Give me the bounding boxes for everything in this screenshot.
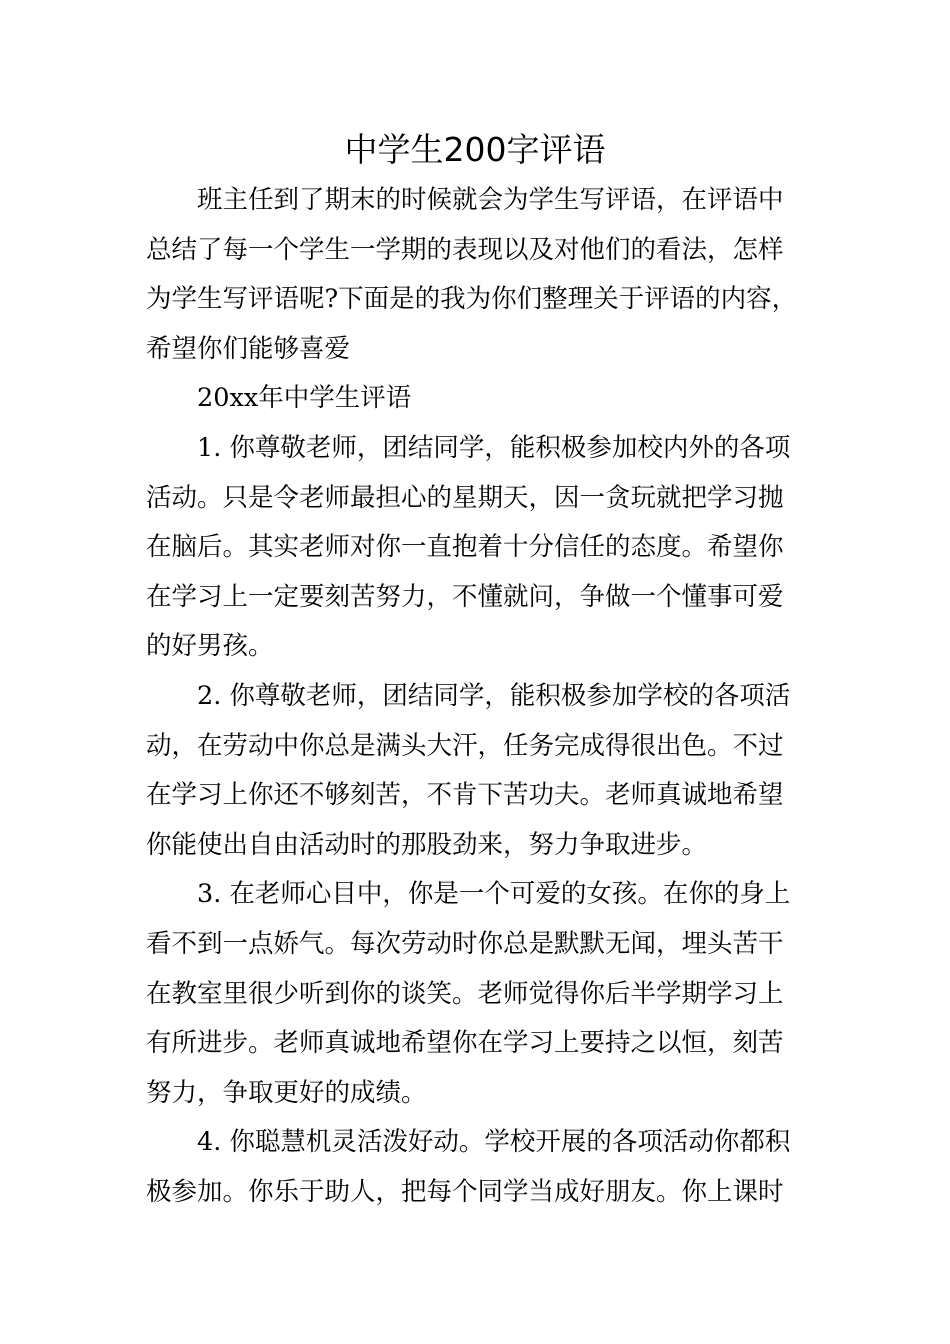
document-title: 中学生200字评语 — [344, 130, 606, 169]
intro-paragraph: 班主任到了期末的时候就会为学生写评语，在评语中 总结了每一个学生一学期的表现以及对他们的看法，怎样 为学生写评语呢?下面是的我为你们整理关于评语的内容， 希望你们能够喜爱 — [146, 185, 798, 364]
comment-paragraph-1: 1. 你尊敬老师，团结同学，能积极参加校内外的各项 活动。只是令老师最担心的星期天，因一贪玩就把学习抛 在脑后。其实老师对你一直抱着十分信任的态度。希望你 在学习上一定要刻苦努力，不懂就问，争做一个懂事可爱 的好男孩。 — [146, 432, 791, 662]
section-heading: 20xx年中学生评语 — [197, 383, 412, 414]
comment-paragraph-4: 4. 你聪慧机灵活泼好动。学校开展的各项活动你都积 极参加。你乐于助人，把每个同学当成好朋友。你上课时 — [146, 1127, 791, 1207]
comment-paragraph-3: 3. 在老师心目中，你是一个可爱的女孩。在你的身上 看不到一点娇气。每次劳动时你总是默默无闻，埋头苦干 在教室里很少听到你的谈笑。老师觉得你后半学期学习上 有所进步。老师真诚地希望你在学习上要持之以恒，刻苦 努力，争取更好的成绩。 — [146, 879, 791, 1108]
comment-paragraph-2: 2. 你尊敬老师，团结同学，能积极参加学校的各项活 动，在劳动中你总是满头大汗，任务完成得很出色。不过 在学习上你还不够刻苦，不肯下苦功夫。老师真诚地希望 你能使出自由活动时的那股劲来，努力争取进步。 — [146, 680, 791, 860]
document-body — [146, 176, 811, 1217]
